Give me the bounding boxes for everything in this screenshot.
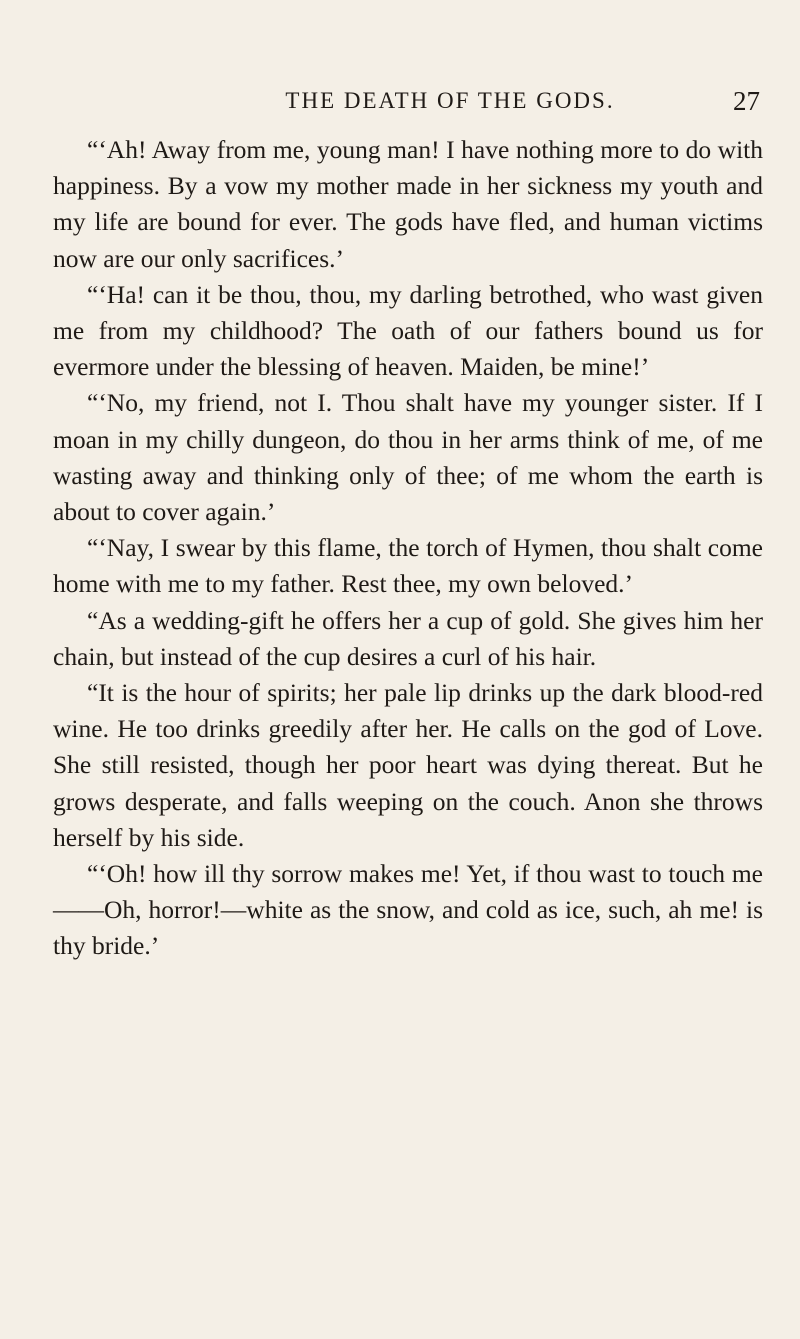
- page-number: 27: [733, 86, 760, 116]
- body-text: [53, 132, 763, 965]
- paragraph-4: “‘Nay, I swear by this flame, the torch of Hymen, thou shalt come home with me to my father. Rest thee, my own beloved.’: [53, 533, 763, 599]
- paragraph-2: “‘Ha! can it be thou, thou, my darling betrothed, who wast given me from my childhood? The oath of our fathers bound us for evermore under the blessing of heaven. Maiden, be mine!’: [53, 279, 763, 382]
- paragraph-3: “‘No, my friend, not I. Thou shalt have my younger sister. If I moan in my chilly dungeon, do thou in her arms think of me, of me wasting away and thinking only of thee; of me whom the earth is about to cover again.’: [53, 388, 763, 527]
- paragraph-6: “It is the hour of spirits; her pale lip drinks up the dark blood-red wine. He too drinks greedily after her. He calls on the god of Love. She still resisted, though her poor heart was dying thereat. But he grows desperate, and falls weeping on the couch. Anon she throws herself by his side.: [53, 678, 763, 852]
- paragraph-5: “As a wedding-gift he offers her a cup of gold. She gives him her chain, but instead of the cup desires a curl of his hair.: [53, 605, 763, 671]
- running-title: THE DEATH OF THE GODS.: [285, 88, 615, 113]
- paragraph-7: “‘Oh! how ill thy sorrow makes me! Yet, if thou wast to touch me——Oh, horror!—white as the snow, and cold as ice, such, ah me! is thy bride.’: [53, 859, 763, 961]
- page-header: [230, 83, 760, 119]
- paragraph-1: “‘Ah! Away from me, young man! I have nothing more to do with happiness. By a vow my mother made in her sickness my youth and my life are bound for ever. The gods have fled, and human victims now are our only sacrifices.’: [53, 135, 763, 273]
